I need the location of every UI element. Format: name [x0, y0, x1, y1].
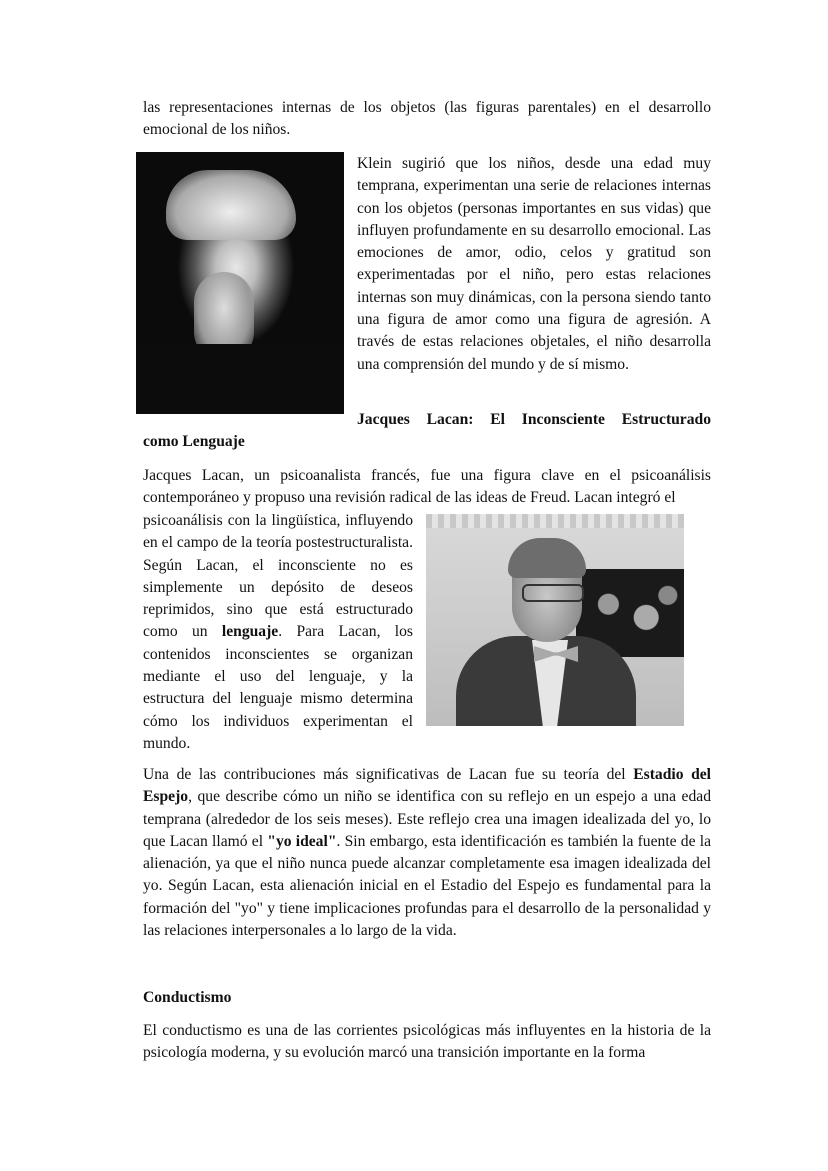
lacan-text-part1: psicoanálisis con la lingüística, influyendo en el campo de la teoría postestructuralista. Según Lacan, el inconsciente no es simplemente un depósito de deseos reprimidos, sino que está estructurado como un [143, 512, 413, 641]
lacan-heading-line1: Jacques Lacan: El Inconsciente Estructurado [357, 411, 711, 428]
mirror-text-part3: . Sin embargo, esta identificación es también la fuente de la alienación, ya que el niño nunca puede alcanzar completamente esa imagen idealizada del yo. Según Lacan, esta alienación inicial en el Estadio del Espejo es fundamental para la formación del "yo" y tiene implicaciones profundas para el desarrollo de la personalidad y las relaciones interpersonales a lo largo de la vida. [143, 832, 711, 940]
lacan-language-paragraph [143, 510, 413, 755]
mirror-stage-paragraph [143, 764, 711, 942]
jacques-lacan-photo [426, 514, 684, 726]
lacan-heading-line2: como Lenguaje [143, 433, 245, 450]
conductismo-paragraph: El conductismo es una de las corrientes psicológicas más influyentes en la historia de la psicología moderna, y su evolución marcó una transición importante en la forma [143, 1022, 711, 1062]
mirror-text-part2: , que describe cómo un niño se identifica con su reflejo en un espejo a una edad temprana (alrededor de los seis meses). Este reflejo crea una imagen idealizada del yo, lo que Lacan llamó el [143, 788, 711, 850]
lacan-intro-paragraph: Jacques Lacan, un psicoanalista francés, fue una figura clave en el psicoanálisis contemporáneo y propuso una revisión radical de las ideas de Freud. Lacan integró el [143, 467, 711, 507]
mirror-bold-yo-ideal: "yo ideal" [267, 832, 337, 850]
photo-hair-shape [508, 538, 586, 578]
intro-paragraph-tail: las representaciones internas de los objetos (las figuras parentales) en el desarrollo emocional de los niños. [143, 99, 711, 139]
mirror-text-part1: Una de las contribuciones más significativas de Lacan fue su teoría del [143, 766, 634, 783]
lacan-bold-lenguaje: lenguaje [221, 623, 279, 641]
photo-glasses-shape [522, 584, 584, 602]
melanie-klein-photo [136, 152, 344, 414]
lacan-text-part2: . Para Lacan, los contenidos inconscientes se organizan mediante el uso del lenguaje, y la estructura del lenguaje mismo determina cómo los individuos experimentan el mundo. [143, 623, 413, 752]
mirror-bold-estadio: Estadio del Espejo [143, 766, 712, 806]
photo-cornice-shape [426, 514, 684, 528]
klein-paragraph: Klein sugirió que los niños, desde una edad muy temprana, experimentan una serie de relaciones internas con los objetos (personas importantes en sus vidas) que influyen profundamente en su desarrollo emocional. Las emociones de amor, odio, celos y gratitud son experimentadas por el niño, pero estas relaciones internas son muy dinámicas, con la persona siendo tanto una figura de amor como una figura de agresión. A través de estas relaciones objetales, el niño desarrolla una comprensión del mundo y de sí mismo. [357, 155, 711, 373]
photo-hair-shape [166, 170, 296, 240]
photo-body-shape [136, 344, 344, 414]
conductismo-heading: Conductismo [143, 989, 232, 1006]
